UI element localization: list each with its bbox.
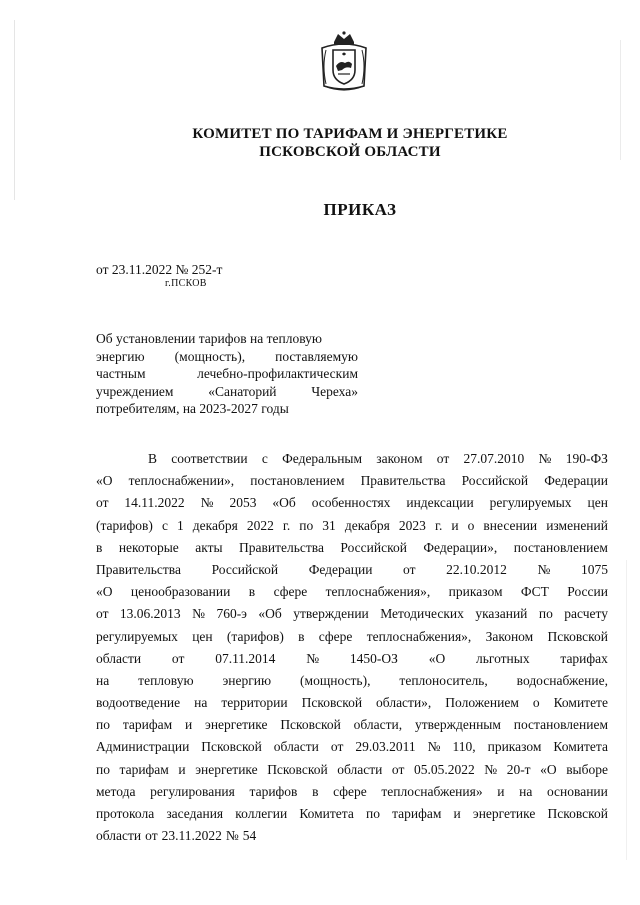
preamble-word: «О xyxy=(428,650,446,666)
preamble-word: сфере xyxy=(333,783,367,799)
preamble-word: в xyxy=(298,628,305,644)
preamble-word: в xyxy=(96,539,103,555)
preamble-word: указаний xyxy=(475,606,528,622)
preamble-word: № xyxy=(484,761,498,777)
preamble-word: России xyxy=(567,584,608,600)
preamble-word: изменений xyxy=(546,517,608,533)
preamble-word: и xyxy=(184,717,193,733)
preamble-word: постановлением xyxy=(513,539,608,555)
preamble-word: внесении xyxy=(483,517,538,533)
preamble-line xyxy=(96,537,608,559)
preamble-word: Законом xyxy=(485,628,534,644)
preamble-word: тарифов xyxy=(249,783,298,799)
scan-artifact xyxy=(14,20,15,200)
preamble-word: по xyxy=(96,717,110,733)
preamble-word: тарифам xyxy=(392,806,442,821)
preamble-word: Правительства xyxy=(360,473,446,489)
preamble-word: ФСТ xyxy=(520,584,549,600)
preamble-word: Правительства xyxy=(96,561,181,577)
preamble-word: законом xyxy=(376,451,423,466)
preamble-word: Федерации», xyxy=(423,539,498,555)
preamble-word: от xyxy=(96,495,109,511)
preamble-word: по xyxy=(299,517,314,533)
preamble-word: № xyxy=(537,561,551,577)
preamble-word: и xyxy=(451,517,459,533)
preamble-word: 1 xyxy=(176,517,184,533)
preamble-word: льготных xyxy=(475,650,530,666)
preamble-word: (тарифов) xyxy=(226,628,284,644)
preamble-line xyxy=(96,736,608,758)
preamble-word: 07.11.2014 xyxy=(215,650,276,666)
preamble-word: 14.11.2022 xyxy=(124,495,185,511)
preamble-word: 29.03.2011 xyxy=(355,739,416,755)
preamble-word: метода xyxy=(96,783,136,799)
preamble-word: области xyxy=(96,828,142,844)
preamble-word: 31 xyxy=(322,517,336,533)
preamble-word: 23.11.2022 xyxy=(161,828,222,844)
preamble-word: № xyxy=(192,606,205,622)
preamble-word: от xyxy=(145,828,158,844)
preamble-word: и xyxy=(497,783,505,799)
preamble-word: 2022 xyxy=(246,517,274,533)
preamble-word: водоотведение xyxy=(96,695,181,711)
preamble-word: приказом xyxy=(448,584,503,600)
preamble-word: области xyxy=(96,650,142,666)
preamble-line xyxy=(96,581,608,603)
order-preamble xyxy=(96,448,608,847)
preamble-word: ценообразовании xyxy=(130,584,231,600)
subject-word: лечебно-профилактическим xyxy=(197,366,358,381)
preamble-word: 27.07.2010 xyxy=(463,451,525,466)
preamble-word: территории xyxy=(221,695,288,711)
preamble-word: 760-э xyxy=(216,606,247,622)
preamble-word: акты xyxy=(195,539,223,555)
subject-word: потребителям, на 2023-2027 годы xyxy=(96,401,289,416)
preamble-word: Комитета xyxy=(553,739,608,755)
preamble-line xyxy=(96,515,608,537)
preamble-word: тарифах xyxy=(560,650,608,666)
preamble-word: Комитета xyxy=(299,806,354,821)
preamble-word: Комитете xyxy=(553,695,608,711)
subject-word: Череха» xyxy=(311,383,358,399)
subject-word: учреждением xyxy=(96,383,174,399)
preamble-word: тарифам xyxy=(119,761,169,777)
preamble-word: № xyxy=(200,495,214,511)
preamble-word: Положением xyxy=(445,695,519,711)
preamble-word: области xyxy=(337,761,383,777)
preamble-word: 110, xyxy=(452,739,476,755)
subject-line xyxy=(96,330,358,348)
preamble-line xyxy=(96,626,608,648)
preamble-word: от xyxy=(96,606,109,622)
subject-line xyxy=(96,365,358,383)
preamble-word: Федеральным xyxy=(282,451,363,466)
preamble-word: с xyxy=(261,451,268,466)
preamble-word: № xyxy=(306,650,320,666)
preamble-word: 1075 xyxy=(580,561,608,577)
preamble-word: теплоснабжении», xyxy=(128,473,235,489)
preamble-word: энергетике xyxy=(205,717,268,733)
preamble-word: о xyxy=(467,517,475,533)
preamble-word: от xyxy=(171,650,185,666)
preamble-word: на xyxy=(96,672,110,688)
preamble-word: и xyxy=(178,761,186,777)
preamble-word: регулируемых xyxy=(489,495,572,511)
preamble-word: тарифам xyxy=(122,717,173,733)
preamble-word: цен xyxy=(192,628,213,644)
subject-word: Об установлении тарифов на тепловую xyxy=(96,331,322,346)
subject-line xyxy=(96,383,358,401)
preamble-word: «О xyxy=(540,761,557,777)
preamble-word: по xyxy=(365,806,380,821)
preamble-line xyxy=(96,759,608,781)
preamble-line xyxy=(96,670,608,692)
preamble-word: утвержденным xyxy=(414,717,501,733)
preamble-word: 1450-ОЗ xyxy=(349,650,398,666)
order-subject xyxy=(96,330,358,418)
order-date-number: от 23.11.2022 № 252-т xyxy=(96,262,223,277)
preamble-word: по xyxy=(96,761,110,777)
preamble-word: 190-ФЗ xyxy=(565,451,608,466)
preamble-word: утверждении xyxy=(293,606,369,622)
preamble-word: Псковской xyxy=(267,761,328,777)
preamble-word: Методических xyxy=(380,606,464,622)
preamble-word: расчету xyxy=(564,606,608,622)
preamble-word: от xyxy=(391,761,405,777)
preamble-word: на xyxy=(519,783,533,799)
preamble-word: регулирования xyxy=(150,783,235,799)
preamble-word: области», xyxy=(376,695,432,711)
pskov-coat-of-arms-icon xyxy=(318,30,370,92)
preamble-word: Псковской xyxy=(201,739,262,755)
preamble-word: Псковской xyxy=(547,806,608,821)
preamble-word: 22.10.2012 xyxy=(446,561,507,577)
preamble-word: теплоснабжения» xyxy=(381,783,483,799)
preamble-word: 13.06.2013 xyxy=(119,606,181,622)
preamble-word: теплоноситель, xyxy=(399,672,488,688)
preamble-word: на xyxy=(194,695,208,711)
preamble-word: области xyxy=(273,739,319,755)
preamble-word: 05.05.2022 xyxy=(413,761,475,777)
preamble-word: с xyxy=(161,517,168,533)
preamble-word: по xyxy=(538,606,553,622)
preamble-word: декабря xyxy=(192,517,238,533)
preamble-word: энергию xyxy=(222,672,272,688)
preamble-word: 20-т xyxy=(506,761,531,777)
preamble-word: Российской xyxy=(340,539,407,555)
organization-name-line2: ПСКОВСКОЙ ОБЛАСТИ xyxy=(259,144,441,160)
preamble-word: постановлением xyxy=(250,473,345,489)
subject-word: (мощность), xyxy=(174,348,246,364)
preamble-word: от xyxy=(403,561,416,577)
subject-word: поставляемую xyxy=(275,348,358,364)
preamble-line xyxy=(96,492,608,514)
preamble-word: Псковской xyxy=(547,628,608,644)
preamble-word: от xyxy=(330,739,344,755)
order-city: г.ПСКОВ xyxy=(165,278,207,289)
preamble-word: и xyxy=(453,806,461,821)
preamble-word: области, xyxy=(353,717,403,733)
preamble-word: сфере xyxy=(273,584,308,600)
preamble-word: № xyxy=(427,739,441,755)
preamble-word: сфере xyxy=(318,628,353,644)
preamble-word: Федерации xyxy=(308,561,373,577)
preamble-word: о xyxy=(532,695,540,711)
preamble-word: В xyxy=(148,451,158,466)
preamble-word: (тарифов) xyxy=(96,517,153,533)
preamble-word: № xyxy=(225,828,239,844)
preamble-line xyxy=(96,470,608,492)
preamble-line xyxy=(96,803,608,825)
preamble-line xyxy=(96,714,608,736)
subject-line xyxy=(96,348,358,366)
preamble-word: протокола xyxy=(96,806,155,821)
preamble-word: «Об xyxy=(258,606,282,622)
preamble-word: особенностях xyxy=(311,495,391,511)
scan-artifact xyxy=(626,560,627,860)
preamble-line xyxy=(96,648,608,670)
preamble-word: теплоснабжения», xyxy=(366,628,472,644)
preamble-word: соответствии xyxy=(171,451,248,466)
preamble-word: постановлением xyxy=(513,717,608,733)
preamble-line xyxy=(96,559,608,581)
preamble-word: энергетике xyxy=(472,806,536,821)
preamble-word: регулируемых xyxy=(96,628,178,644)
preamble-word: Федерации xyxy=(544,473,608,489)
preamble-word: Правительства xyxy=(238,539,324,555)
preamble-word: «О xyxy=(96,473,113,489)
preamble-word: Псковской xyxy=(280,717,341,733)
preamble-word: «Об xyxy=(272,495,296,511)
preamble-line xyxy=(96,781,608,803)
preamble-word: теплоснабжения», xyxy=(325,584,431,600)
preamble-word: основании xyxy=(546,783,608,799)
preamble-word: в xyxy=(248,584,256,600)
preamble-word: Администрации xyxy=(96,739,190,755)
preamble-word: Российской xyxy=(211,561,279,577)
organization-name xyxy=(150,125,550,161)
preamble-word: цен xyxy=(587,495,608,511)
preamble-word: тепловую xyxy=(138,672,194,688)
preamble-word: 2053 xyxy=(229,495,257,511)
preamble-word: 54 xyxy=(242,828,257,844)
preamble-word: 2023 xyxy=(398,517,426,533)
preamble-word: от xyxy=(436,451,450,466)
preamble-word: г. xyxy=(434,517,443,533)
preamble-word: энергетике xyxy=(195,761,258,777)
preamble-line xyxy=(96,448,608,470)
preamble-word: декабря xyxy=(344,517,390,533)
preamble-word: заседания xyxy=(166,806,224,821)
subject-word: энергию xyxy=(96,348,145,364)
subject-line xyxy=(96,400,358,418)
preamble-word: (мощность), xyxy=(300,672,371,688)
preamble-word: Российской xyxy=(461,473,529,489)
subject-word: частным xyxy=(96,366,146,381)
preamble-word: индексации xyxy=(406,495,474,511)
preamble-line xyxy=(96,603,608,625)
preamble-word: «О xyxy=(96,584,113,600)
preamble-word: некоторые xyxy=(118,539,179,555)
preamble-line xyxy=(96,825,608,847)
preamble-word: № xyxy=(538,451,552,466)
preamble-word: в xyxy=(312,783,319,799)
scan-artifact xyxy=(620,40,621,160)
document-type-title: ПРИКАЗ xyxy=(323,200,397,219)
preamble-word: приказом xyxy=(487,739,542,755)
preamble-word: Псковской xyxy=(301,695,363,711)
preamble-word: коллегии xyxy=(235,806,288,821)
subject-word: «Санаторий xyxy=(208,383,277,399)
preamble-line xyxy=(96,692,608,714)
organization-name-line1: КОМИТЕТ ПО ТАРИФАМ И ЭНЕРГЕТИКЕ xyxy=(192,126,508,142)
preamble-word: водоснабжение, xyxy=(516,672,608,688)
preamble-word: г. xyxy=(282,517,291,533)
preamble-word: выборе xyxy=(566,761,608,777)
